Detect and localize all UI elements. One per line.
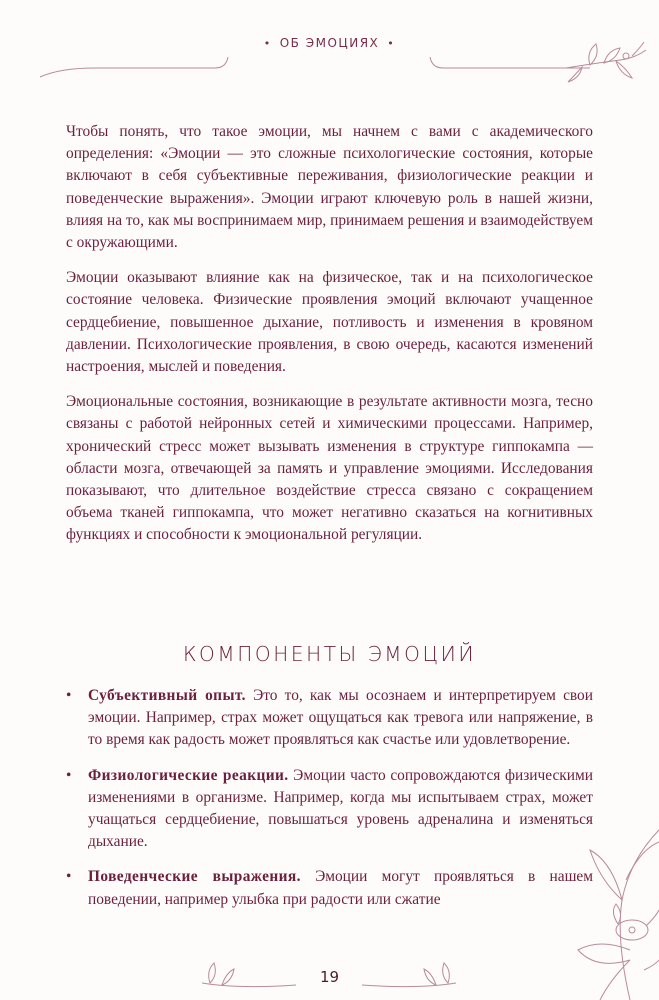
- list-item-text: Это то, как мы осознаем и интерпретируем свои эмоции. Например, страх может ощущаться как тревога или напряжение, в то время как радость может проявляться как счастье или удовлетворение.: [88, 687, 593, 749]
- paragraph-2: Эмоции оказывают влияние как на физическое, так и на психологическое состояние человека. Физические проявления эмоций включают учащенное сердцебиение, повышенное дыхание, потливость и изменения в кровяном давлении. Психологические проявления, в свою очередь, касаются изменений настроения, мыслей и поведения.: [66, 269, 593, 376]
- paragraph-1: Чтобы понять, что такое эмоции, мы начнем с вами с академического определения: «Эмоции — это сложные психологические состояния, которые включают в себя субъективные переживания, физиологические реакции и поведенческие выражения». Эмоции играют ключевую роль в нашей жизни, влияя на то, как мы воспринимаем мир, принимаем решения и взаимодействуем с окружающими.: [66, 123, 593, 252]
- body-text: [66, 121, 593, 560]
- bullet-mark: •: [66, 766, 72, 784]
- components-list: [66, 685, 593, 924]
- header-dot-right: •: [387, 37, 396, 50]
- list-item-term: Физиологические реакции.: [88, 766, 289, 784]
- section-title: КОМПОНЕНТЫ ЭМОЦИЙ: [182, 642, 477, 666]
- list-item: [66, 765, 593, 854]
- list-item-term: Поведенческие выражения.: [88, 868, 301, 886]
- list-item: [66, 866, 593, 910]
- page-number: 19: [319, 968, 340, 986]
- header-dot-left: •: [263, 37, 272, 50]
- running-header: [0, 36, 659, 50]
- paragraph-3: Эмоциональные состояния, возникающие в результате активности мозга, тесно связаны с работой нейронных сетей и химическими процессами. Например, хронический стресс может вызывать изменения в структуре гиппокампа — области мозга, отвечающей за память и управление эмоциями. Исследования показывают, что длительное воздействие стресса связано с сокращением объема тканей гиппокампа, что может негативно сказаться на когнитивных функциях и способности к эмоциональной регуляции.: [66, 393, 593, 544]
- list-item: [66, 685, 593, 752]
- list-item-term: Субъективный опыт.: [88, 687, 246, 704]
- list-item-text: Эмоции часто сопровождаются физическими изменениями в организме. Например, когда мы испытываем страх, может учащаться сердцебиение, повышаться уровень адреналина и изменяться дыхание.: [88, 766, 593, 851]
- bullet-mark: •: [66, 868, 72, 886]
- bullet-mark: •: [66, 687, 72, 704]
- list-item-text: Эмоции могут проявляться в нашем поведении, например улыбка при радости или сжатие: [88, 868, 594, 908]
- header-title: ОБ ЭМОЦИЯХ: [279, 36, 380, 50]
